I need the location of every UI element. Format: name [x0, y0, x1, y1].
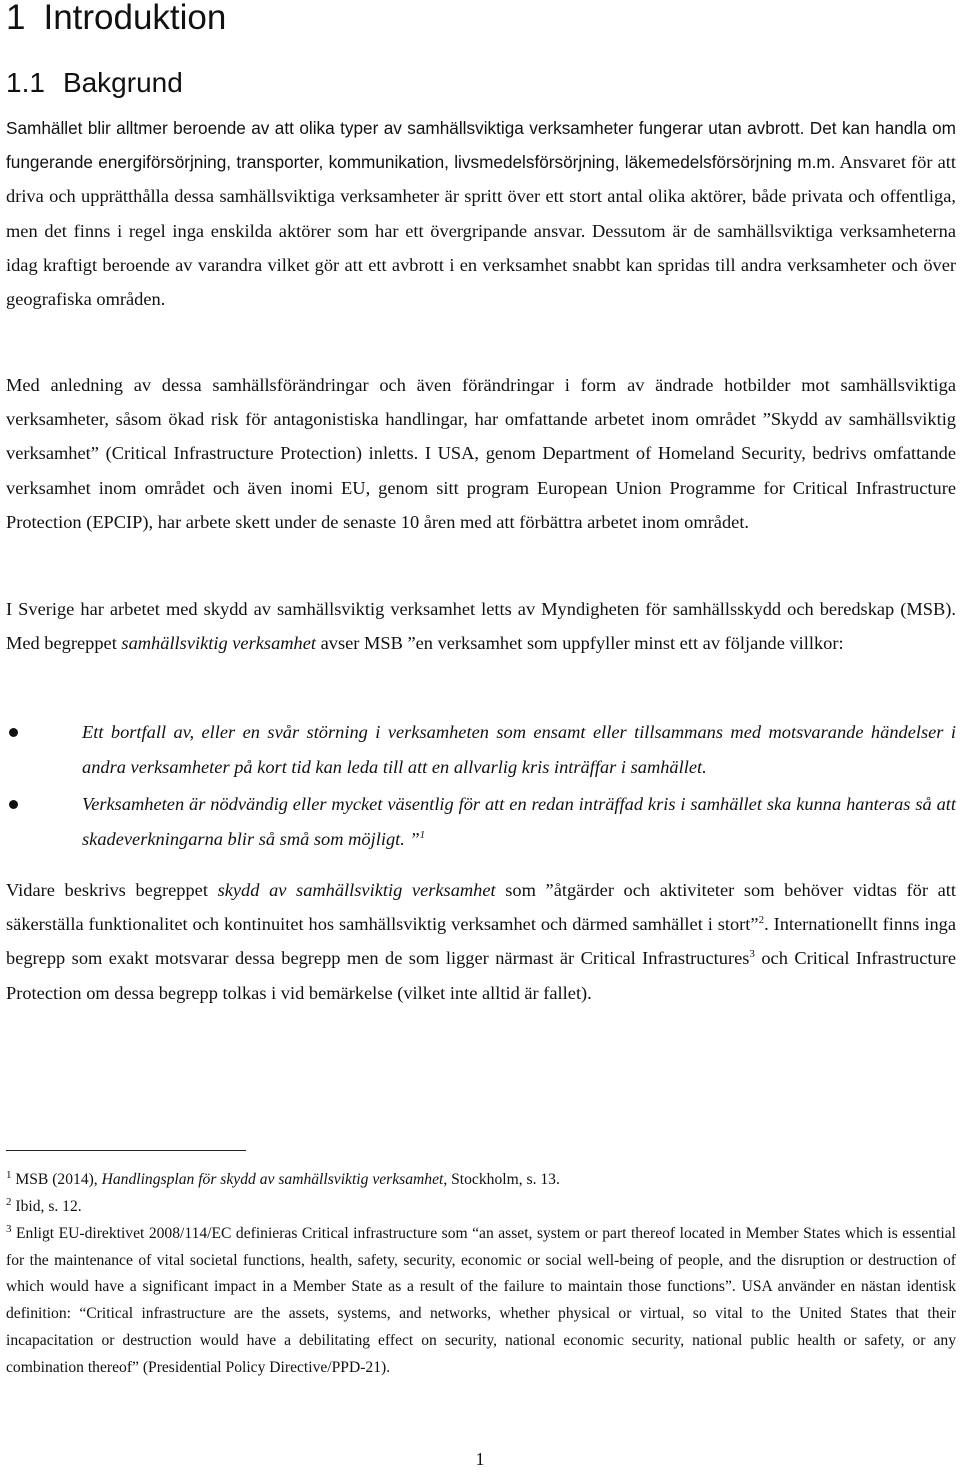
chapter-heading [6, 0, 226, 38]
term-skydd: skydd av samhällsviktig verksamhet [217, 880, 496, 900]
footnote-3 [6, 1221, 956, 1381]
paragraph-sweden-pre: I Sverige har arbetet med skydd av samhällsviktig verksamhet letts av Myndigheten för samhällsskydd och beredskap (MSB). Med begreppet [6, 599, 956, 654]
term-samhallsviktig-verksamhet: samhällsviktig verksamhet [121, 633, 317, 654]
paragraph-definition-mid: som ”åtgärder och aktiviteter som behöver vidtas för att säkerställa funktionalitet och kontinuitet hos samhällsviktig verksamhet och därmed samhället i stort” [6, 880, 956, 935]
footnote-text: , Stockholm, s. 13. [443, 1171, 560, 1188]
paragraph-definition [6, 873, 956, 1010]
footnote-1 [6, 1167, 956, 1194]
footnote-number: 3 [6, 1222, 12, 1235]
paragraph-definition-pre: Vidare beskrivs begreppet [6, 880, 218, 900]
paragraph-background-sans-part: Samhället blir alltmer beroende av att olika typer av samhällsviktiga verksamheter fungerar utan avbrott. Det kan handla om fungerande energiförsörjning, transporter, kommunikation, livsmedelsförsörjning, läkemedelsförsörjning m.m. [6, 118, 956, 173]
footnote-divider [6, 1150, 246, 1151]
chapter-title: Introduktion [43, 0, 227, 37]
paragraph-sweden [6, 592, 956, 660]
paragraph-definition-mid2: . Internationellt finns inga begrepp som exakt motsvarar dessa begrepp men de som ligger närmast är Critical Infrastructures [6, 914, 956, 969]
footnote-number: 1 [6, 1168, 12, 1181]
list-item [6, 787, 956, 857]
footnote-number: 2 [6, 1195, 12, 1208]
criteria-item-text: Ett bortfall av, eller en svår störning i verksamheten som ensamt eller tillsammans med motsvarande händelser i andra verksamheter på kort tid kan leda till att en allvarlig kris inträffar i samhället. [82, 722, 956, 777]
section-number: 1.1 [6, 67, 45, 98]
paragraph-background [6, 111, 956, 316]
bullet-icon [9, 728, 18, 737]
paragraph-motivation: Med anledning av dessa samhällsförändringar och även förändringar i form av ändrade hotbilder mot samhällsviktiga verksamheter, såsom ökad risk för antagonistiska handlingar, har omfattande arbetet inom området ”Skydd av samhällsviktig verksamhet” (Critical Infrastructure Protection) inletts. I USA, genom Department of Homeland Security, bedrivs omfattande verksamhet inom området och även inomi EU, genom sitt program European Union Programme for Critical Infrastructure Protection (EPCIP), har arbete skett under de senaste 10 åren med att förbättra arbetet inom området. [6, 375, 956, 532]
section-title: Bakgrund [62, 67, 183, 98]
footnote-title: Handlingsplan för skydd av samhällsviktig verksamhet [101, 1171, 444, 1188]
bullet-icon [9, 800, 18, 809]
paragraph-background-serif-part: Ansvaret för att driva och upprätthålla dessa samhällsviktiga verksamheter är spritt över ett stort antal olika aktörer, både privata och offentliga, men det finns i regel inga enskilda aktörer som har ett övergripande ansvar. Dessutom är de samhällsviktiga verksamheterna idag kraftigt beroende av varandra vilket gör att ett avbrott i en verksamhet snabbt kan spridas till andra verksamheter och över geografiska områden. [6, 152, 956, 310]
footnote-text: Ibid, s. 12. [11, 1198, 82, 1215]
page-number: 1 [475, 1449, 485, 1469]
criteria-item-text: Verksamheten är nödvändig eller mycket väsentlig för att en redan inträffad kris i samhället ska kunna hanteras så att skadeverkningarna blir så små som möjligt. ” [82, 794, 956, 849]
criteria-list [6, 715, 956, 857]
footnote-ref[interactable]: 2 [758, 914, 765, 927]
footnote-text: MSB (2014), [11, 1171, 102, 1188]
list-item [6, 715, 956, 785]
footnote-2 [6, 1194, 956, 1221]
chapter-number: 1 [6, 0, 26, 37]
footnote-ref[interactable]: 1 [419, 828, 426, 841]
paragraph-definition-post: och Critical Infrastructure Protection om dessa begrepp tolkas i vid bemärkelse (vilket inte alltid är fallet). [6, 948, 957, 1003]
footnote-text: Enligt EU-direktivet 2008/114/EC definieras Critical infrastructure som “an asset, system or part thereof located in Member States which is essential for the maintenance of vital societal functions, health, safety, security, economic or social well-being of people, and the disruption or destruction of which would have a significant impact in a Member State as a result of the failure to maintain those functions”. USA använder en nästan identisk definition: “Critical infrastructure are the assets, systems, and networks, whether physical or virtual, so vital to the United States that their incapacitation or destruction would have a debilitating effect on security, national economic security, national public health or safety, or any combination thereof” (Presidential Policy Directive/PPD-21). [6, 1225, 956, 1376]
footnote-ref[interactable]: 3 [749, 948, 755, 961]
paragraph-sweden-post: avser MSB ”en verksamhet som uppfyller minst ett av följande villkor: [316, 633, 844, 654]
section-heading [6, 67, 183, 99]
